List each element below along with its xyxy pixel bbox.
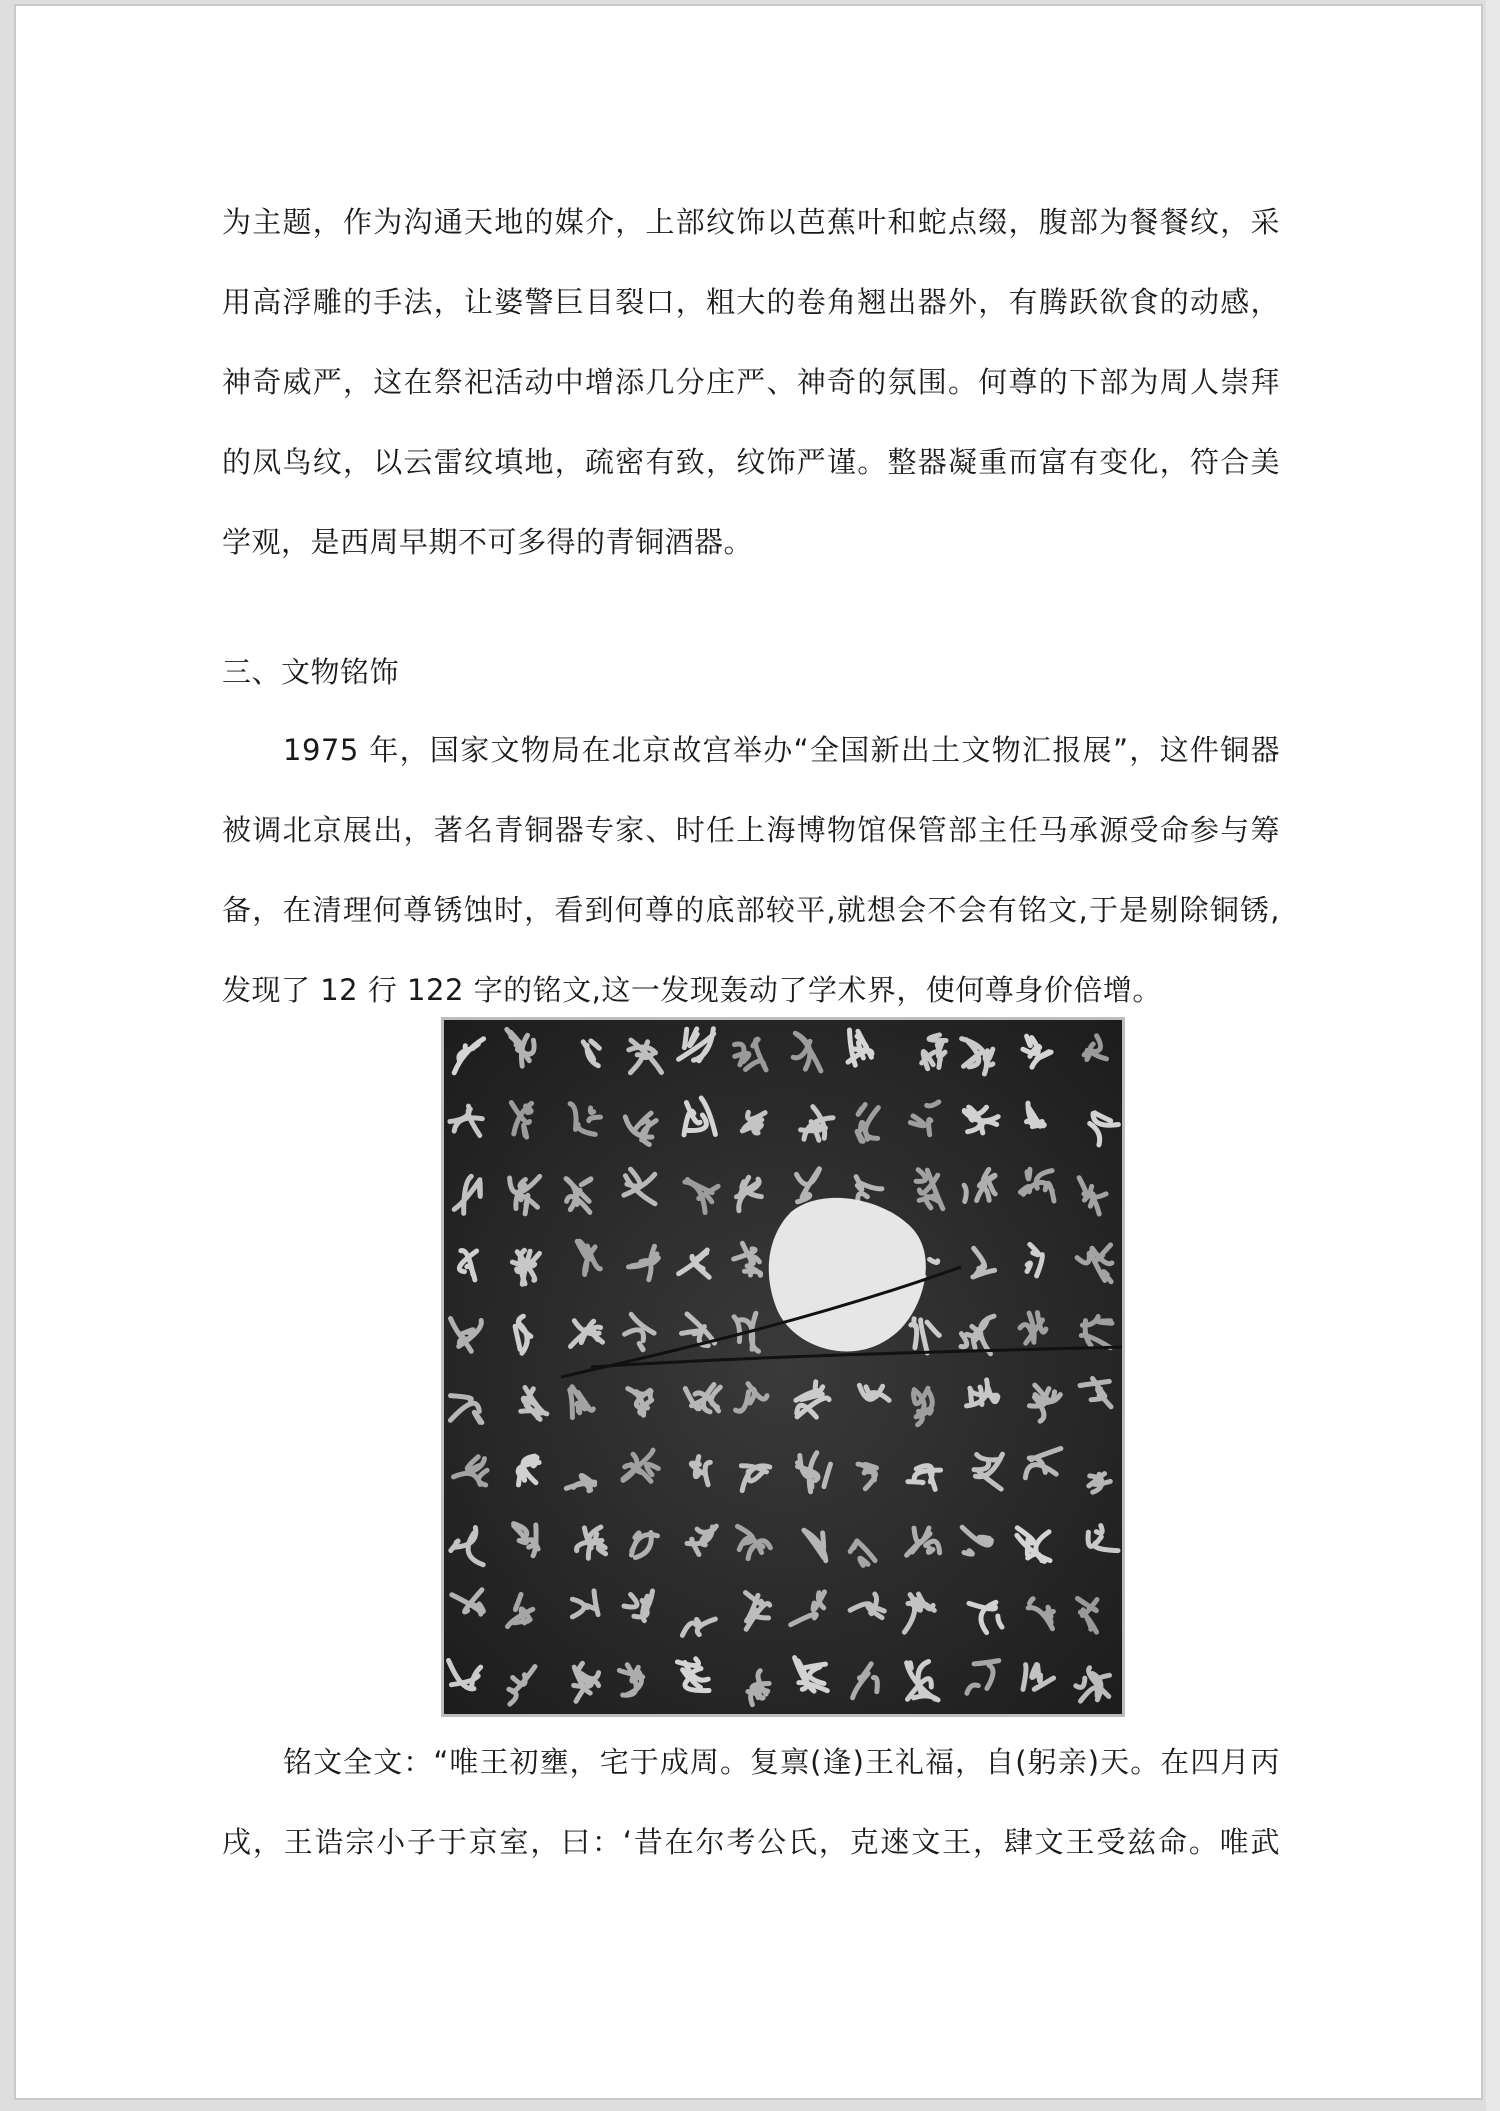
text-line: 发现了 12 行 122 字的铭文,这一发现轰动了学术界，使何尊身价倍增。 bbox=[222, 973, 1162, 1007]
paragraph-discovery bbox=[222, 710, 1280, 1030]
text-line: 备，在清理何尊锈蚀时，看到何尊的底部较平,就想会不会有铭文,于是剔除铜锈, bbox=[222, 893, 1280, 927]
section-heading bbox=[222, 632, 1280, 712]
rubbing-background bbox=[441, 1017, 1125, 1717]
text-line: 被调北京展出，著名青铜器专家、时任上海博物馆保管部主任马承源受命参与筹 bbox=[222, 813, 1280, 847]
text-line: 的凤鸟纹，以云雷纹填地，疏密有致，纹饰严谨。整器凝重而富有变化，符合美 bbox=[222, 445, 1280, 479]
text-line: 神奇威严，这在祭祀活动中增添几分庄严、神奇的氛围。何尊的下部为周人崇拜 bbox=[222, 365, 1280, 399]
paragraph-decoration bbox=[222, 182, 1280, 582]
inscription-rubbing-image bbox=[441, 1017, 1125, 1717]
text-line: 铭文全文：“唯王初壅，宅于成周。复禀(逢)王礼福，自(躬亲)天。在四月丙 bbox=[283, 1745, 1280, 1779]
paragraph-inscription-text bbox=[222, 1722, 1280, 1882]
scan-edge bbox=[1486, 0, 1500, 2111]
text-line: 用高浮雕的手法，让婆警巨目裂口，粗大的卷角翘出器外，有腾跃欲食的动感， bbox=[222, 285, 1280, 319]
text-line: 1975 年，国家文物局在北京故宫举办“全国新出土文物汇报展”，这件铜器 bbox=[283, 733, 1280, 767]
text-line: 学观，是西周早期不可多得的青铜酒器。 bbox=[222, 525, 754, 559]
text-line: 戌，王诰宗小子于京室，曰：‘昔在尔考公氏，克逨文王，肆文王受兹命。唯武 bbox=[222, 1825, 1280, 1859]
text-line: 为主题，作为沟通天地的媒介，上部纹饰以芭蕉叶和蛇点缀，腹部为餐餐纹，采 bbox=[222, 205, 1280, 239]
heading-text: 三、文物铭饰 bbox=[222, 655, 400, 689]
